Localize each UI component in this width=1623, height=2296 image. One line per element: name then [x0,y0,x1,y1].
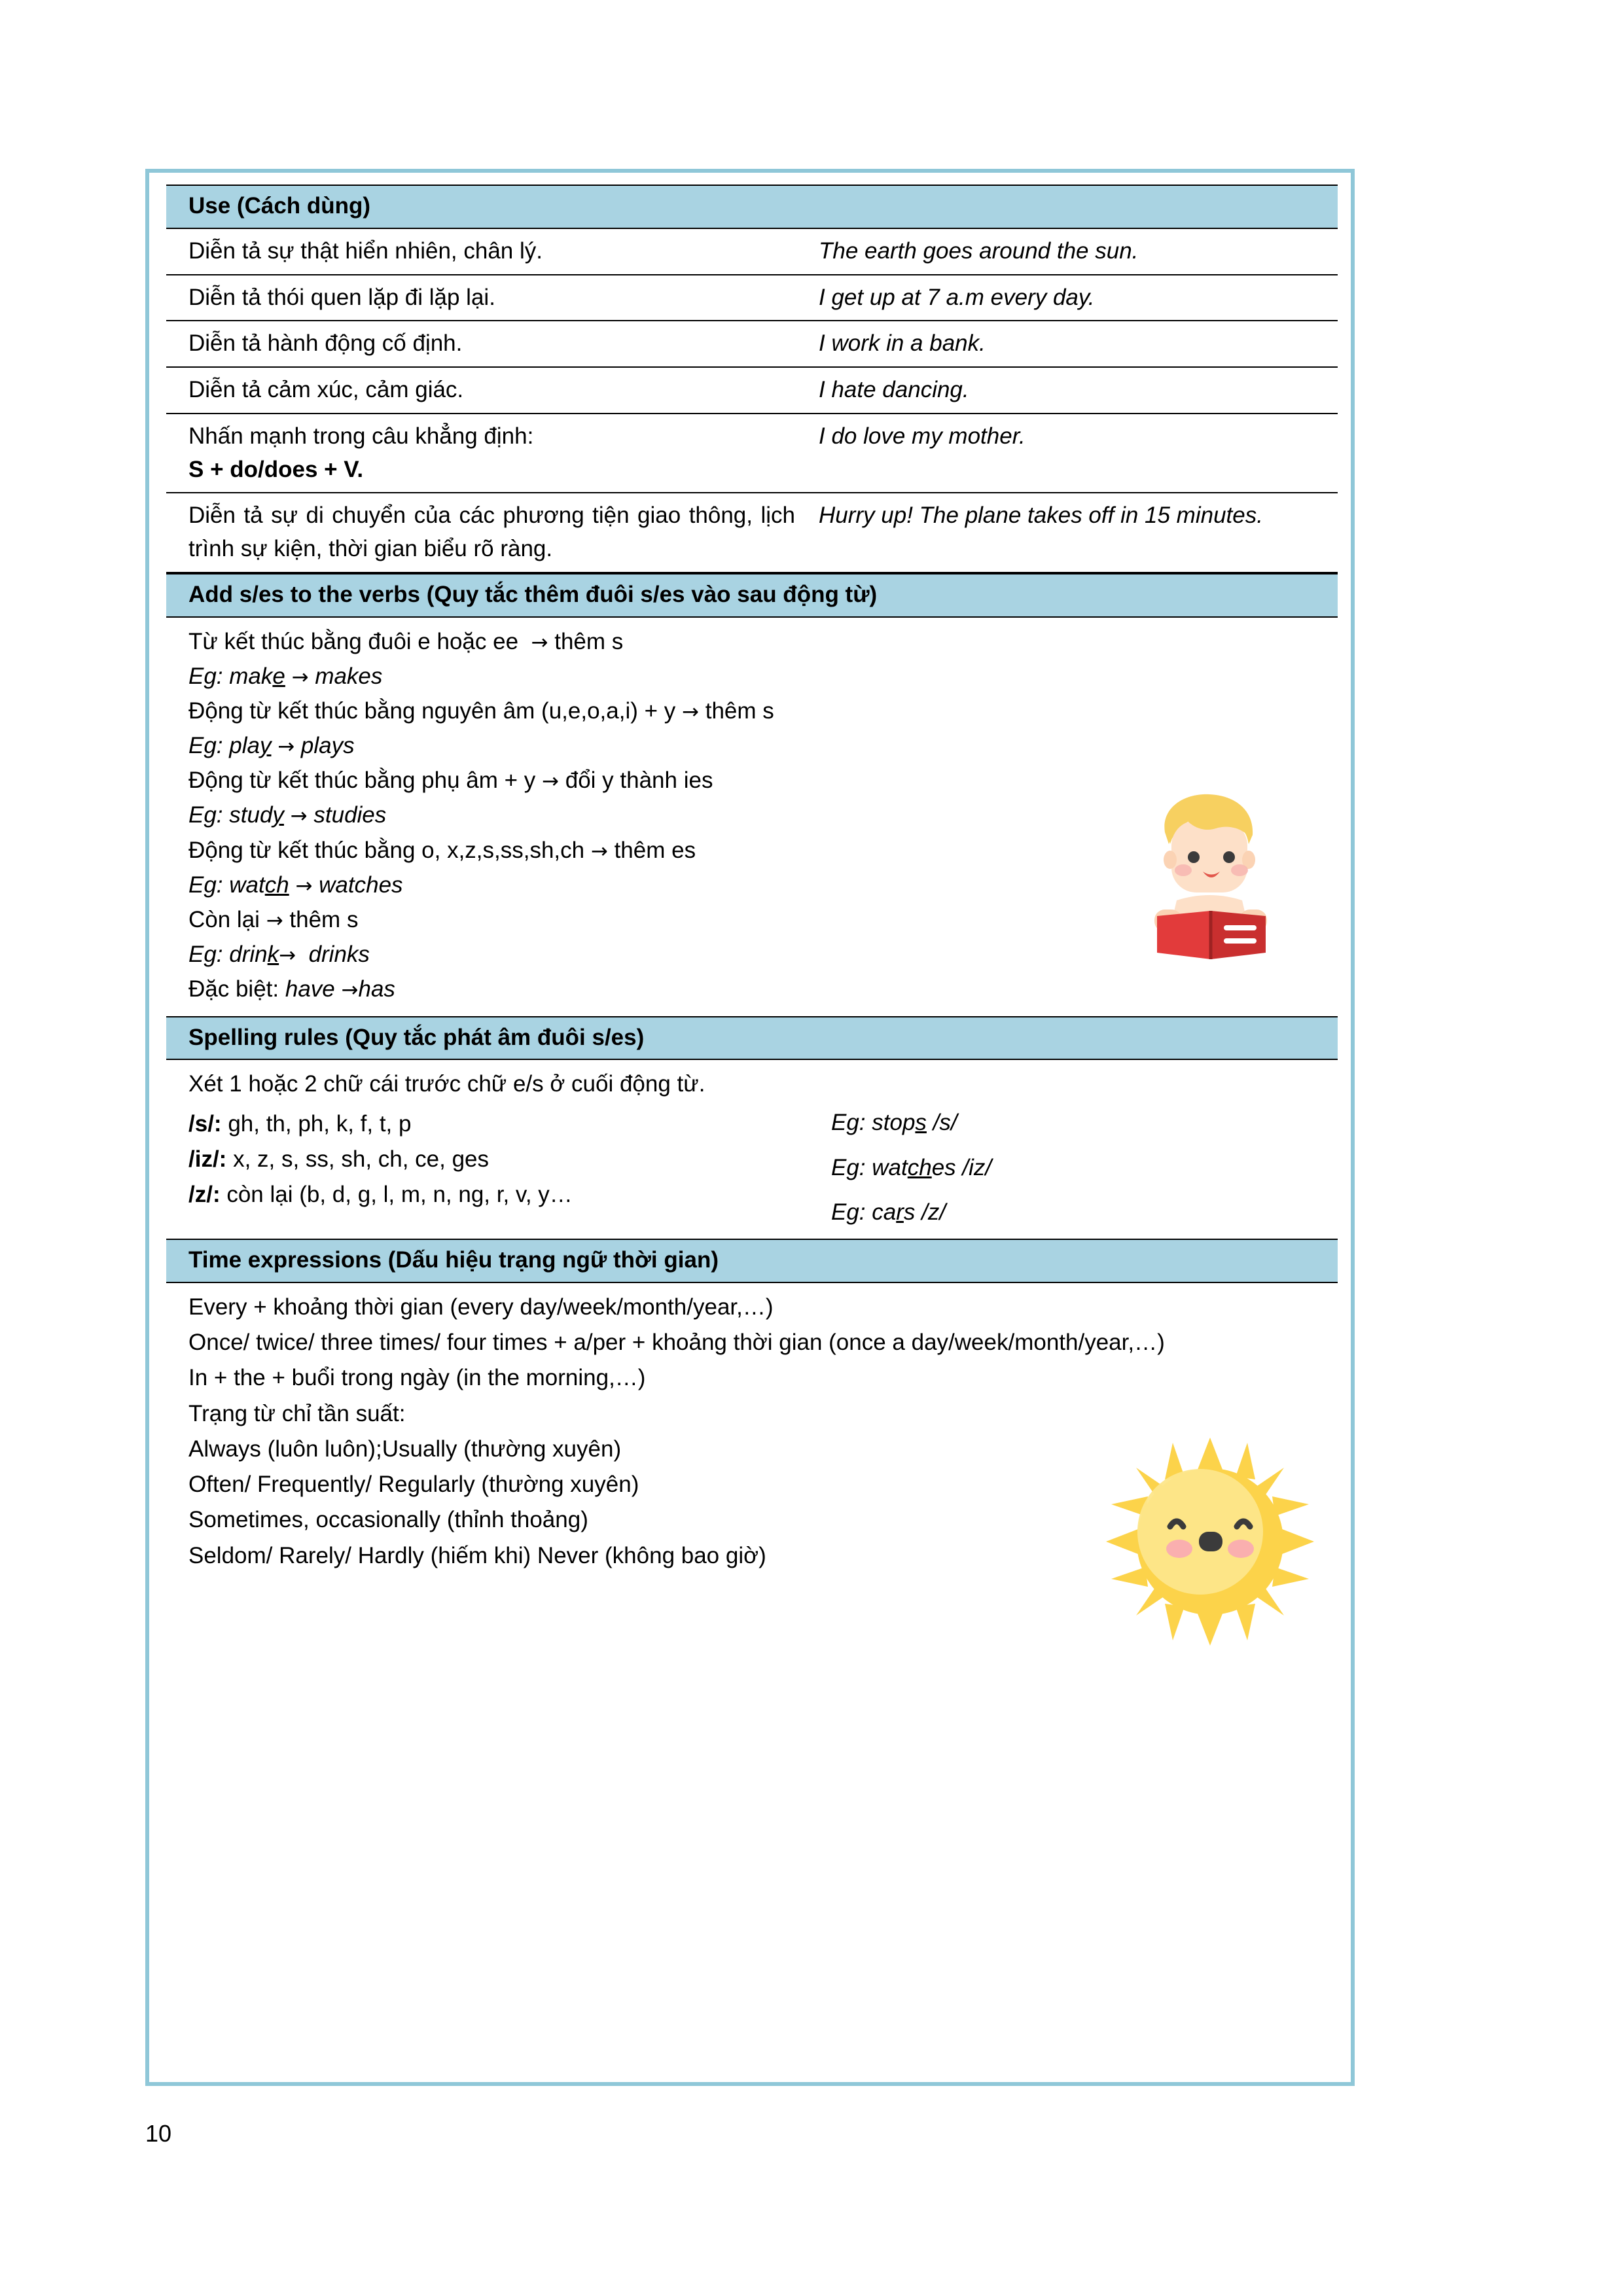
rule-result: thêm s [705,698,774,724]
example-prefix: Eg: wat [831,1154,908,1180]
example-line [188,659,1318,694]
use-example: I hate dancing. [819,377,969,402]
example-prefix: have [285,976,335,1002]
section-heading-spelling: Spelling rules (Quy tắc phát âm đuôi s/es) [166,1016,1338,1061]
arrow-icon: → [266,909,283,932]
example-highlight: e [272,663,285,689]
rule-text: Động từ kết thúc bằng o, x,z,s,ss,sh,ch [188,837,585,863]
arrow-icon: → [590,839,608,863]
rule-result: thêm s [289,907,359,932]
arrow-icon: → [682,699,699,724]
example-highlight: y [259,733,272,759]
spelling-examples-column [821,1067,1338,1235]
use-formula: S + do/does + V. [188,456,364,482]
table-row [166,229,1338,275]
table-row [166,493,1338,573]
example-prefix: Eg: ca [831,1199,897,1225]
example-highlight: s [915,1110,927,1136]
arrow-icon: → [542,769,559,794]
example-prefix: Eg: wat [188,872,265,898]
sound-label: /s/: [188,1110,222,1137]
time-expression-line: In + the + buổi trong ngày (in the morning,…) [188,1365,646,1391]
spelling-example [831,1101,1338,1145]
example-line [188,728,1318,763]
use-description-text: Nhấn mạnh trong câu khẳng định: [188,423,534,449]
arrow-icon: → [295,874,313,898]
use-description: Diễn tả thói quen lặp đi lặp lại. [188,284,495,310]
use-example: I do love my mother. [819,423,1026,449]
table-row [166,321,1338,368]
time-expressions-body [166,1283,1338,1702]
use-description: Diễn tả hành động cố định. [188,330,463,357]
sound-label: /iz/: [188,1146,227,1172]
use-description: Diễn tả sự di chuyển của các phương tiện giao thông, lịch trình sự kiện, thời gian biểu rõ ràng. [188,503,795,561]
section-heading-add-s-es: Add s/es to the verbs (Quy tắc thêm đuôi s/es vào sau động từ) [166,573,1338,618]
example-highlight: r [896,1199,904,1225]
arrow-icon: → [291,665,309,689]
time-expression-line: Seldom/ Rarely/ Hardly (hiếm khi) Never (không bao giờ) [188,1542,766,1568]
spelling-rule [188,1142,794,1177]
spelling-rule [188,1177,794,1212]
spelling-rule [188,1106,794,1142]
spelling-example [831,1146,1338,1190]
table-row [166,275,1338,322]
content-frame [145,169,1355,2086]
example-prefix: Eg: pla [188,733,260,759]
example-result: drinks [308,942,370,968]
page-number: 10 [145,2120,172,2147]
example-highlight: y [272,802,284,828]
spelling-intro: Xét 1 hoặc 2 chữ cái trước chữ e/s ở cuối động từ. [188,1071,705,1097]
use-example: Hurry up! The plane takes off in 15 minutes. [819,503,1263,529]
content-inner [166,185,1338,1702]
spelling-body [166,1060,1338,1239]
example-highlight: ch [264,872,289,898]
example-highlight: ch [907,1154,932,1180]
section-heading-time-expressions: Time expressions (Dấu hiệu trạng ngữ thời gian) [166,1239,1338,1283]
use-description: Diễn tả sự thật hiển nhiên, chân lý. [188,238,543,264]
use-example: I get up at 7 a.m every day. [819,284,1095,310]
example-suffix: /s/ [926,1110,957,1136]
rule-result: thêm es [614,837,696,863]
table-row [166,414,1338,494]
rule-line [188,694,1318,728]
spelling-rules-column [166,1067,821,1235]
time-expression-line: Always (luôn luôn);Usually (thường xuyên) [188,1436,622,1462]
sound-letters: gh, th, ph, k, f, t, p [228,1110,412,1137]
arrow-icon: → [277,735,295,759]
example-prefix: Eg: drin [188,942,268,968]
table-row [166,368,1338,414]
boy-reading-book-icon [1114,781,1310,978]
time-expression-line: Trạng từ chỉ tần suất: [188,1400,406,1426]
example-prefix: Eg: stop [831,1110,916,1136]
rule-result: đổi y thành ies [565,768,713,794]
time-expression-line: Sometimes, occasionally (thỉnh thoảng) [188,1507,588,1533]
example-result: has [358,976,395,1002]
use-example: I work in a bank. [819,330,986,357]
example-result: studies [313,802,387,828]
use-description-emphasis [166,414,811,493]
example-result: watches [319,872,403,898]
rule-line [188,624,1318,659]
arrow-icon: → [279,944,296,968]
time-expression-line: Once/ twice/ three times/ four times + a/per + khoảng thời gian (once a day/week/month/year,…) [188,1330,1165,1356]
use-description: Diễn tả cảm xúc, cảm giác. [188,377,464,402]
rule-text: Từ kết thúc bằng đuôi e hoặc ee [188,628,519,654]
rule-result: thêm s [554,628,624,654]
example-result: plays [300,733,355,759]
sound-letters: còn lại (b, d, g, l, m, n, ng, r, v, y… [226,1182,573,1208]
arrow-icon: → [290,804,308,828]
section-heading-use: Use (Cách dùng) [166,185,1338,229]
spelling-example [831,1190,1338,1235]
example-highlight: k [267,942,279,968]
sound-label: /z/: [188,1182,221,1208]
example-prefix: Eg: stud [188,802,273,828]
arrow-icon: → [531,630,548,654]
sound-letters: x, z, s, ss, sh, ch, ce, ges [233,1146,490,1172]
example-suffix: es /iz/ [931,1154,992,1180]
use-example: The earth goes around the sun. [819,238,1139,264]
rule-text: Động từ kết thúc bằng phụ âm + y [188,768,536,794]
rule-text: Động từ kết thúc bằng nguyên âm (u,e,o,a,i) + y [188,698,676,724]
arrow-icon: → [341,978,359,1002]
example-suffix: s /z/ [903,1199,946,1225]
example-prefix: Eg: mak [188,663,273,689]
time-expression-line: Every + khoảng thời gian (every day/week/month/year,…) [188,1294,774,1320]
rule-text: Đặc biệt: [188,976,279,1002]
example-result: makes [315,663,383,689]
rule-text: Còn lại [188,907,260,932]
time-expression-line: Often/ Frequently/ Regularly (thường xuyên) [188,1472,639,1498]
add-s-es-body [166,618,1338,1016]
smiling-sun-icon [1102,1434,1318,1650]
